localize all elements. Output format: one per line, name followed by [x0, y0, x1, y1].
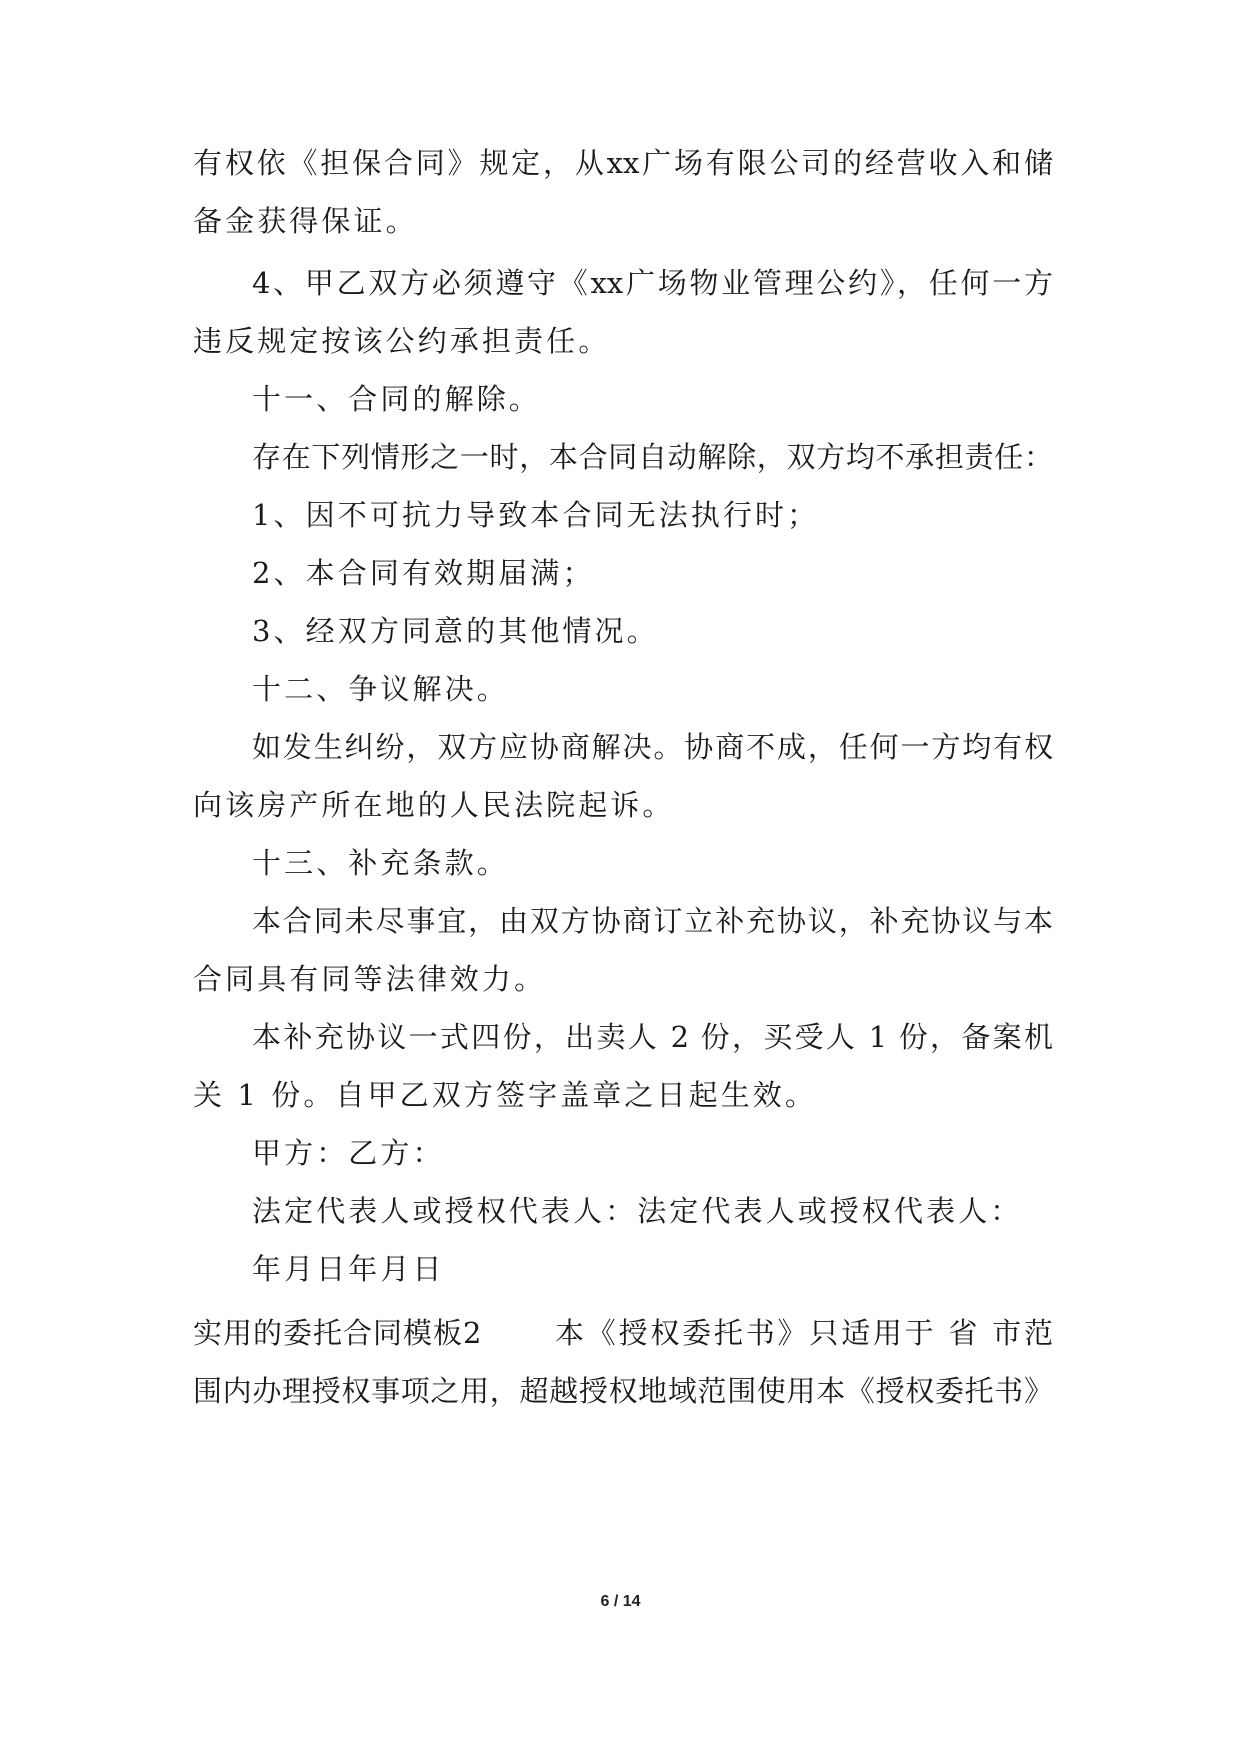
- list-item: 3、经双方同意的其他情况。: [252, 614, 659, 648]
- signature-parties: 甲方：乙方：: [252, 1136, 445, 1170]
- paragraph-line: 向该房产所在地的人民法院起诉。: [193, 788, 675, 822]
- paragraph-line: 关 1 份。自甲乙双方签字盖章之日起生效。: [193, 1078, 817, 1112]
- paragraph-line: 存在下列情形之一时，本合同自动解除，双方均不承担责任：: [252, 440, 1053, 474]
- section-heading: 十三、补充条款。: [252, 846, 509, 880]
- paragraph-line: 本补充协议一式四份，出卖人 2 份，买受人 1 份，备案机: [252, 1020, 1053, 1054]
- section-heading: 十一、合同的解除。: [252, 382, 541, 416]
- paragraph-line: 本《授权委托书》只适用于 省 市范: [555, 1316, 1053, 1350]
- paragraph-line: 围内办理授权事项之用，超越授权地域范围使用本《授权委托书》: [193, 1374, 1053, 1408]
- page-number: 6 / 14: [600, 1593, 641, 1610]
- section-title: 实用的委托合同模板2: [193, 1316, 483, 1350]
- signature-dates: 年月日年月日: [252, 1252, 445, 1286]
- paragraph-line: 如发生纠纷，双方应协商解决。协商不成，任何一方均有权: [252, 730, 1053, 764]
- section-heading: 十二、争议解决。: [252, 672, 509, 706]
- paragraph-line: 本合同未尽事宜，由双方协商订立补充协议，补充协议与本: [252, 904, 1053, 938]
- signature-representatives: 法定代表人或授权代表人：法定代表人或授权代表人：: [252, 1194, 1023, 1228]
- paragraph-line: 备金获得保证。: [193, 204, 418, 238]
- list-item: 2、本合同有效期届满；: [252, 556, 595, 590]
- list-item: 1、因不可抗力导致本合同无法执行时；: [252, 498, 820, 532]
- paragraph-line: 4、甲乙双方必须遵守《xx广场物业管理公约》，任何一方: [252, 266, 1053, 300]
- paragraph-line: 合同具有同等法律效力。: [193, 962, 547, 996]
- paragraph-line: 有权依《担保合同》规定，从xx广场有限公司的经营收入和储: [193, 146, 1053, 180]
- paragraph-line: 违反规定按该公约承担责任。: [193, 324, 611, 358]
